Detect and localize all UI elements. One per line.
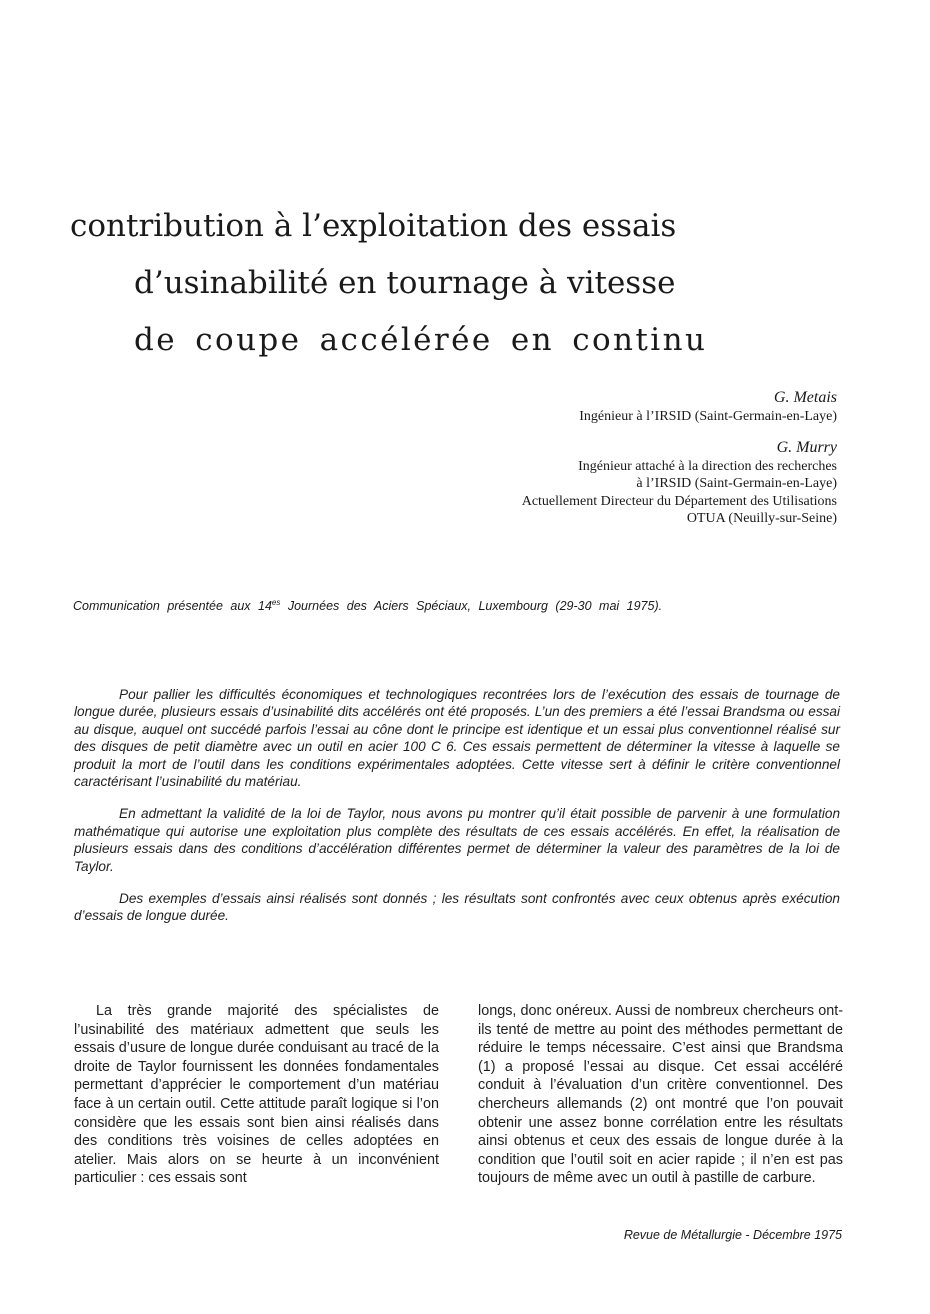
author-block (237, 388, 837, 528)
title-line-1: contribution à l’exploitation des essais (70, 208, 677, 244)
author-name-murry: G. Murry (776, 438, 837, 456)
author-name-metais: G. Metais (773, 389, 837, 406)
abstract (74, 686, 840, 940)
article-title (70, 198, 708, 369)
body-column-left (74, 1002, 439, 1188)
author-affiliation-murry-3: Actuellement Directeur du Département des Utilisations (521, 493, 837, 509)
abstract-paragraph-3: Des exemples d’essais ainsi réalisés sont donnés ; les résultats sont confrontés avec ceux obtenus après exécution d’essais de longue durée. (74, 891, 840, 924)
author-affiliation-murry-1: Ingénieur attaché à la direction des recherches (578, 458, 837, 474)
journal-footer: Revue de Métallurgie - Décembre 1975 (623, 1228, 842, 1242)
author-affiliation-murry-2: à l’IRSID (Saint-Germain-en-Laye) (636, 476, 837, 491)
title-line-2: d’usinabilité en tournage à vitesse (134, 265, 676, 301)
abstract-paragraph-2: En admettant la validité de la loi de Taylor, nous avons pu montrer qu’il était possible de parvenir à une formulation mathématique qui autorise une exploitation plus complète des résultats de ces essais accélérés. En effet, la réalisation de plusieurs essais dans des conditions d’accélération différentes permet de déterminer la valeur des paramètres de la loi de Taylor. (74, 806, 840, 874)
body-paragraph-right: longs, donc onéreux. Aussi de nombreux chercheurs ont-ils tenté de mettre au point des méthodes permettant de réduire le temps nécessaire. C’est ainsi que Brandsma (1) a proposé l’essai au disque. Cet essai accéléré conduit à l’évaluation d’un critère conventionnel. Des chercheurs allemands (2) ont montré que l’on pouvait obtenir une assez bonne corrélation entre les résultats ainsi obtenus et ceux des essais de longue durée à la condition que l’outil soit en acier rapide ; il n’en est pas toujours de même avec un outil à pastille de carbure. (478, 1003, 843, 1187)
communication-note: Communication présentée aux $14^{es}$ Journées des Aciers Spéciaux, Luxembourg (29-30 mai 1975). (73, 598, 663, 614)
author-affiliation-metais: Ingénieur à l’IRSID (Saint-Germain-en-Laye) (579, 409, 837, 424)
author-affiliation-murry-4: OTUA (Neuilly-sur-Seine) (686, 511, 837, 526)
title-line-3: de coupe accélérée en continu (134, 322, 708, 358)
body-column-right (478, 1002, 843, 1188)
abstract-paragraph-1: Pour pallier les difficultés économiques et technologiques recontrées lors de l’exécution des essais de tournage de longue durée, plusieurs essais d’usinabilité dits accélérés ont été proposés. L’un des premiers a été l’essai Brandsma ou essai au disque, auquel ont succédé parfois l’essai au cône dont le principe est identique et un essai plus conventionnel réalisé sur des disques de petit diamètre avec un outil en acier 100 C 6. Ces essais permettent de déterminer la vitesse à laquelle se produit la mort de l’outil dans les conditions expérimentales adoptées. Cette vitesse sert à définir le critère conventionnel caractérisant l’usinabilité du matériau. (74, 687, 840, 790)
body-paragraph-left: La très grande majorité des spécialistes de l’usinabilité des matériaux admettent que seuls les essais d’usure de longue durée conduisant au tracé de la droite de Taylor fournissent les données fondamentales permettant d’apprécier le comportement d’un matériau face à un certain outil. Cette attitude paraît logique si l’on considère que les essais sont bien ainsi réalisés dans des conditions très voisines de celles adoptées en atelier. Mais alors on se heurte à un inconvénient particulier : ces essais sont (74, 1003, 439, 1187)
